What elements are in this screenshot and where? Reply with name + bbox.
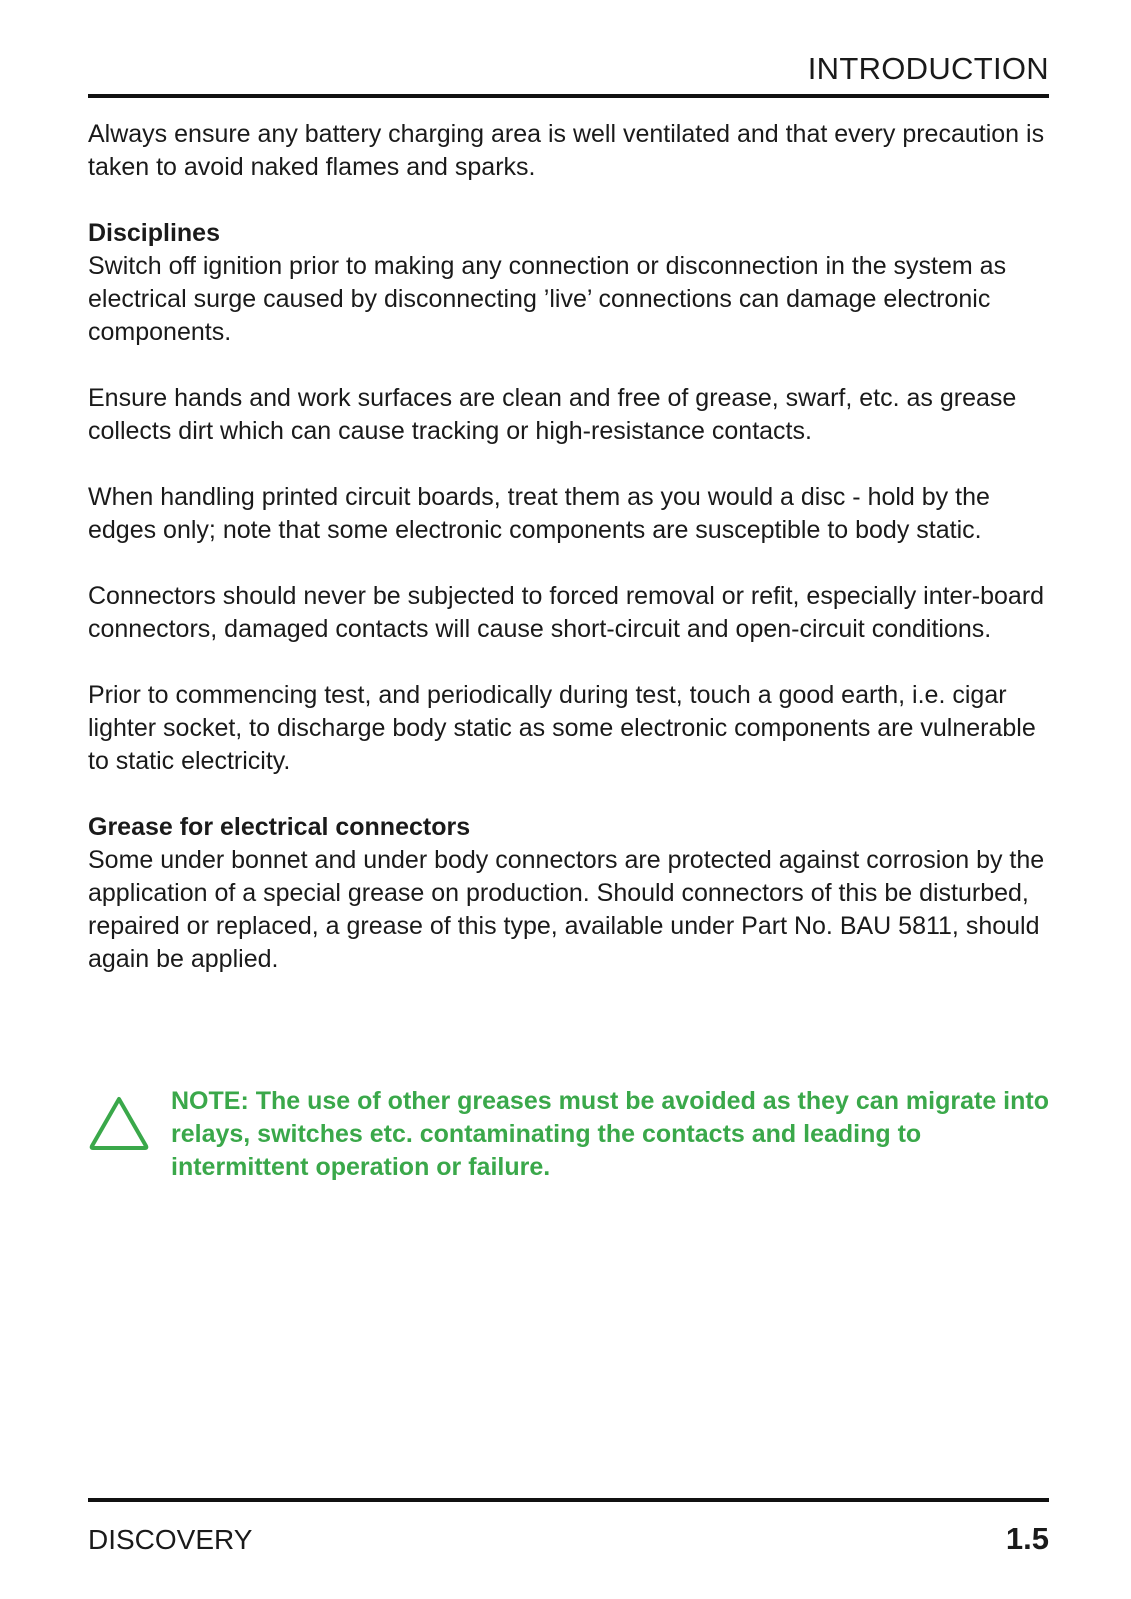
header-divider bbox=[88, 94, 1049, 98]
disciplines-heading: Disciplines bbox=[88, 219, 220, 247]
grease-section bbox=[88, 811, 1049, 976]
grease-paragraph: Some under bonnet and under body connectors are protected against corrosion by the application of a special grease on production. Should connectors of this be disturbed, repaired or replaced, a grease of this type, available under Part No. BAU 5811, should again be applied. bbox=[88, 846, 1045, 973]
footer-model-name: DISCOVERY bbox=[88, 1524, 253, 1555]
note-text: NOTE: The use of other greases must be avoided as they can migrate into relays, switches etc. contaminating the contacts and leading to intermittent operation or failure. bbox=[171, 1087, 1049, 1181]
intro-paragraph: Always ensure any battery charging area is well ventilated and that every precaution is taken to avoid naked flames and sparks. bbox=[88, 120, 1045, 181]
disciplines-section bbox=[88, 217, 1049, 349]
footer-divider bbox=[88, 1498, 1049, 1502]
disciplines-paragraph-1: Switch off ignition prior to making any connection or disconnection in the system as electrical surge caused by disconnecting ’live’ connections can damage electronic components. bbox=[88, 252, 1007, 346]
disciplines-paragraph-4: Connectors should never be subjected to forced removal or refit, especially inter-board connectors, damaged contacts will cause short-circuit and open-circuit conditions. bbox=[88, 582, 1045, 643]
disciplines-paragraph-3: When handling printed circuit boards, treat them as you would a disc - hold by the edges only; note that some electronic components are susceptible to body static. bbox=[88, 483, 990, 544]
page-number: 1.5 bbox=[1005, 1521, 1049, 1556]
warning-triangle-icon bbox=[88, 1094, 150, 1152]
disciplines-paragraph-5: Prior to commencing test, and periodically during test, touch a good earth, i.e. cigar lighter socket, to discharge body static as some electronic components are vulnerable to static electricity. bbox=[88, 681, 1036, 775]
grease-heading: Grease for electrical connectors bbox=[88, 813, 471, 841]
page-header-title: INTRODUCTION bbox=[807, 51, 1049, 86]
page-content bbox=[88, 118, 1049, 1009]
disciplines-paragraph-2: Ensure hands and work surfaces are clean and free of grease, swarf, etc. as grease collects dirt which can cause tracking or high-resistance contacts. bbox=[88, 384, 1017, 445]
